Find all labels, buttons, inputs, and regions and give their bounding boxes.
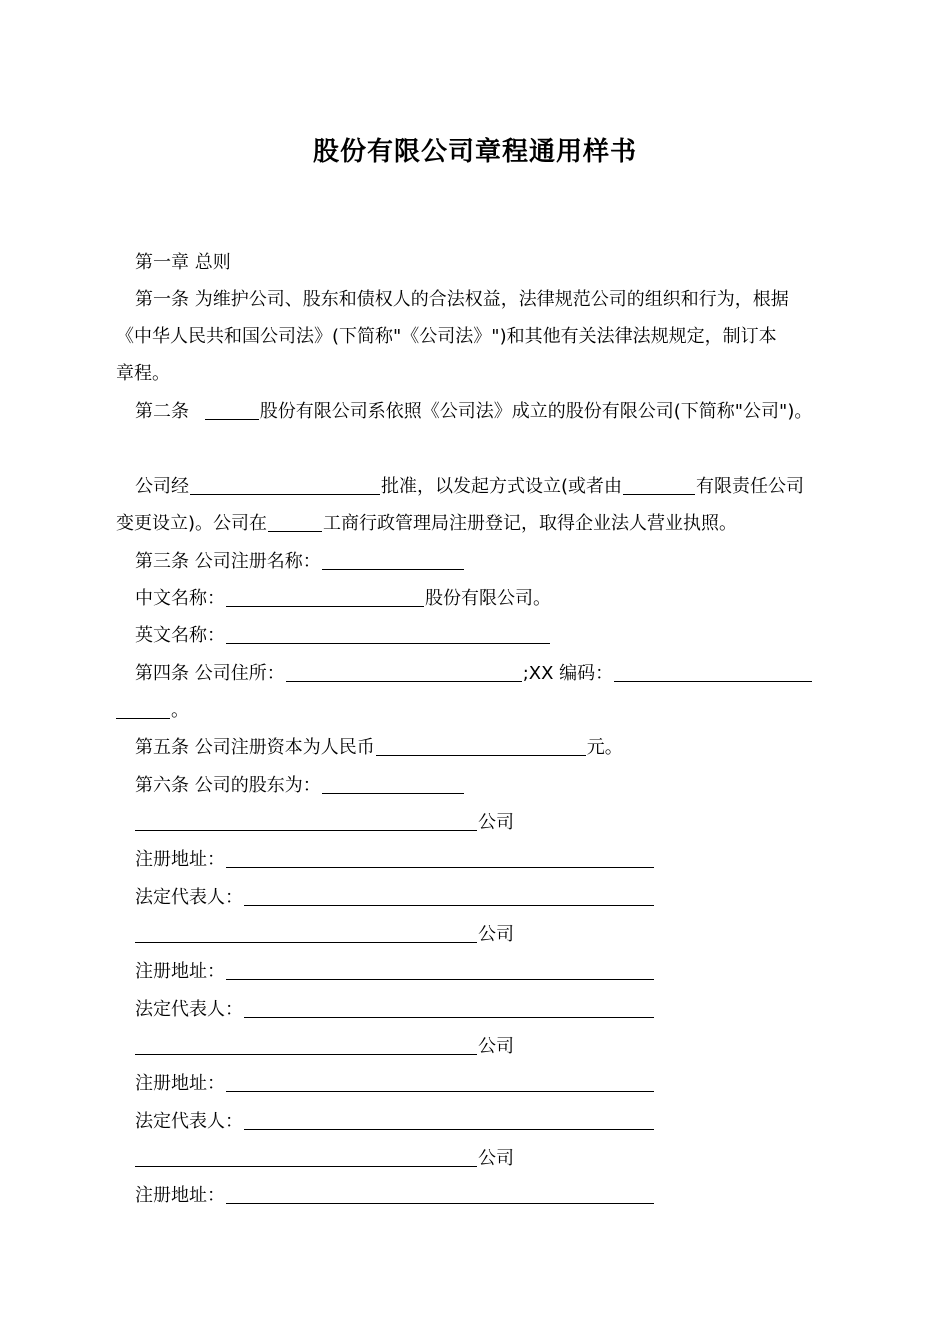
chinese-name-suffix: 股份有限公司。 (425, 588, 551, 609)
approval-text-a: 公司经 (135, 476, 189, 497)
shareholder-representative-blank[interactable] (244, 999, 654, 1018)
approval-line-1 (135, 475, 804, 499)
article-4-end: 。 (171, 700, 189, 721)
representative-label: 法定代表人： (135, 887, 243, 908)
shareholder-2-representative (135, 998, 655, 1022)
article-6-heading: 第六条 公司的股东为： (135, 775, 321, 796)
chapter-heading: 第一章 总则 (135, 252, 231, 273)
document-title: 股份有限公司章程通用样书 (312, 137, 637, 167)
address-label: 注册地址： (135, 1185, 225, 1206)
article-5 (135, 736, 623, 760)
english-name-line (135, 624, 551, 648)
shareholder-address-blank[interactable] (226, 849, 654, 868)
address-label: 注册地址： (135, 961, 225, 982)
article-1-line-2: 《中华人民共和国公司法》(下简称"《公司法》")和其他有关法律法规规定，制订本 (116, 326, 777, 347)
shareholder-address-blank[interactable] (226, 1073, 654, 1092)
article-1-line-1: 第一条 为维护公司、股东和债权人的合法权益，法律规范公司的组织和行为，根据 (135, 289, 789, 310)
company-name-blank[interactable] (205, 401, 259, 420)
article-4-heading: 第四条 公司住所： (135, 663, 285, 684)
registered-capital-blank[interactable] (376, 737, 586, 756)
article-4-line-2 (116, 699, 189, 723)
representative-label: 法定代表人： (135, 1111, 243, 1132)
company-suffix: 公司 (478, 924, 514, 945)
approval-text-b: 批准，以发起方式设立(或者由 (381, 476, 623, 497)
registration-bureau-blank[interactable] (268, 513, 322, 532)
shareholder-company-blank[interactable] (135, 812, 477, 831)
article-2-text: 股份有限公司系依照《公司法》成立的股份有限公司(下简称"公司")。 (259, 401, 813, 422)
approval-text-d: 变更设立)。公司在 (116, 513, 268, 534)
company-suffix: 公司 (478, 1148, 514, 1169)
article-4-line-1 (135, 662, 813, 686)
shareholder-4-company (135, 1147, 514, 1171)
shareholder-1-address (135, 848, 655, 872)
registered-name-blank[interactable] (322, 551, 464, 570)
shareholder-company-blank[interactable] (135, 924, 477, 943)
address-label: 注册地址： (135, 849, 225, 870)
shareholder-4-address (135, 1184, 655, 1208)
postcode-blank[interactable] (614, 663, 812, 682)
article-5-heading: 第五条 公司注册资本为人民币 (135, 737, 375, 758)
address-blank[interactable] (286, 663, 522, 682)
shareholder-1-company (135, 811, 514, 835)
article-5-unit: 元。 (586, 737, 623, 758)
postcode-blank-continued[interactable] (116, 700, 170, 719)
approval-line-2 (116, 512, 737, 536)
chinese-name-line (135, 587, 551, 611)
shareholder-address-blank[interactable] (226, 1185, 654, 1204)
article-3 (135, 550, 465, 574)
shareholder-1-representative (135, 886, 655, 910)
address-label: 注册地址： (135, 1073, 225, 1094)
company-suffix: 公司 (478, 1036, 514, 1057)
shareholder-address-blank[interactable] (226, 961, 654, 980)
approval-text-e: 工商行政管理局注册登记，取得企业法人营业执照。 (323, 513, 738, 534)
article-2-heading: 第二条 (135, 401, 189, 422)
article-1-line-3: 章程。 (116, 363, 170, 384)
representative-label: 法定代表人： (135, 999, 243, 1020)
article-6 (135, 774, 465, 798)
shareholder-representative-blank[interactable] (244, 887, 654, 906)
english-name-blank[interactable] (226, 625, 550, 644)
shareholder-company-blank[interactable] (135, 1148, 477, 1167)
company-suffix: 公司 (478, 812, 514, 833)
approval-text-c: 有限责任公司 (696, 476, 805, 497)
article-2 (135, 400, 812, 424)
former-company-blank[interactable] (623, 476, 695, 495)
shareholder-3-address (135, 1072, 655, 1096)
shareholder-company-blank[interactable] (135, 1036, 477, 1055)
chinese-name-blank[interactable] (226, 588, 424, 607)
shareholder-2-company (135, 923, 514, 947)
postcode-label: ;XX 编码： (522, 663, 614, 684)
shareholder-2-address (135, 960, 655, 984)
shareholder-representative-blank[interactable] (244, 1111, 654, 1130)
chinese-name-label: 中文名称： (135, 588, 225, 609)
shareholder-3-company (135, 1035, 514, 1059)
english-name-label: 英文名称： (135, 625, 225, 646)
approval-authority-blank[interactable] (190, 476, 380, 495)
shareholders-blank[interactable] (322, 775, 464, 794)
article-3-heading: 第三条 公司注册名称： (135, 551, 321, 572)
shareholder-3-representative (135, 1110, 655, 1134)
